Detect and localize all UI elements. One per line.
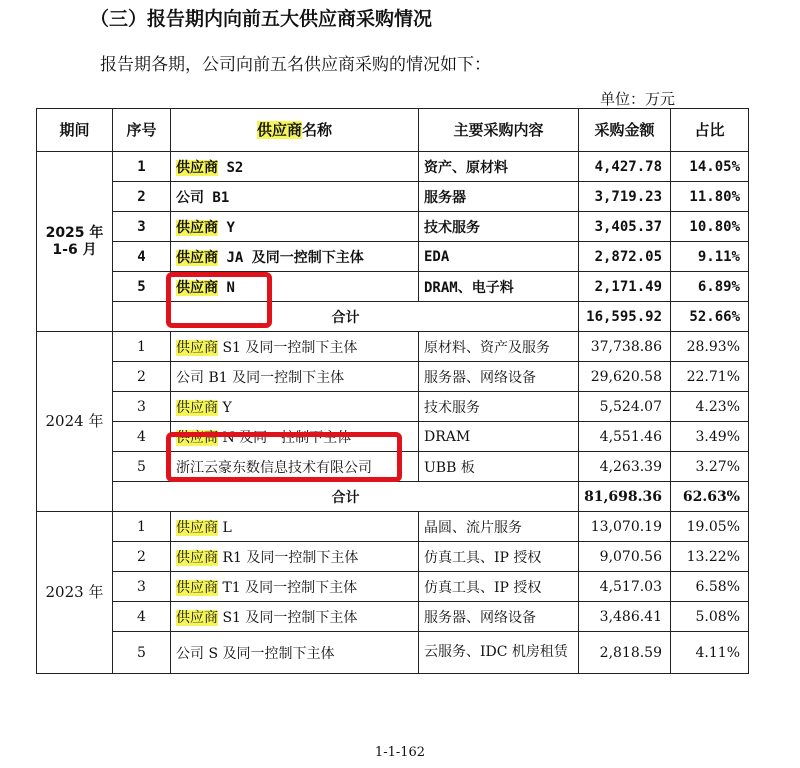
seq-cell: 2 [113, 182, 171, 212]
supplier-name-cell [171, 632, 419, 674]
supplier-name-cell [171, 332, 419, 362]
purchase-content-cell: DRAM [419, 422, 579, 452]
amount-cell: 4,427.78 [579, 152, 671, 182]
ratio-cell: 19.05% [671, 512, 749, 542]
supplier-highlight: 供应商 [176, 159, 218, 176]
amount-cell: 4,263.39 [579, 452, 671, 482]
table-row [37, 212, 749, 242]
header-amount: 采购金额 [579, 109, 671, 152]
seq-cell: 4 [113, 602, 171, 632]
purchase-content-cell: 服务器、网络设备 [419, 362, 579, 392]
amount-cell: 4,517.03 [579, 572, 671, 602]
purchase-content-cell: 技术服务 [419, 212, 579, 242]
supplier-name-cell [171, 392, 419, 422]
period-cell: 2024 年 [37, 332, 113, 512]
purchase-content-cell: 晶圆、流片服务 [419, 512, 579, 542]
header-period: 期间 [37, 109, 113, 152]
supplier-table [36, 108, 749, 674]
amount-cell: 4,551.46 [579, 422, 671, 452]
period-cell: 2025 年 1-6 月 [37, 152, 113, 332]
purchase-content-cell: UBB 板 [419, 452, 579, 482]
seq-cell: 1 [113, 152, 171, 182]
supplier-name-cell [171, 182, 419, 212]
amount-cell: 3,719.23 [579, 182, 671, 212]
purchase-content-cell: 仿真工具、IP 授权 [419, 572, 579, 602]
total-amount: 81,698.36 [579, 482, 671, 512]
amount-cell: 2,872.05 [579, 242, 671, 272]
supplier-highlight: 供应商 [176, 399, 218, 416]
table-header-row [37, 109, 749, 152]
seq-cell: 5 [113, 632, 171, 674]
supplier-name: L [222, 519, 232, 536]
supplier-highlight: 供应商 [176, 579, 218, 596]
supplier-name: S1 及同一控制下主体 [222, 339, 358, 356]
supplier-name: 公司 B1 及同一控制下主体 [176, 369, 345, 386]
supplier-name: Y [222, 399, 232, 416]
seq-cell: 3 [113, 212, 171, 242]
amount-cell: 5,524.07 [579, 392, 671, 422]
period-group [37, 152, 749, 332]
seq-cell: 3 [113, 572, 171, 602]
supplier-name-cell [171, 362, 419, 392]
total-row [37, 482, 749, 512]
purchase-content-cell: 资产、原材料 [419, 152, 579, 182]
table-row [37, 572, 749, 602]
total-amount: 16,595.92 [579, 302, 671, 332]
purchase-content-cell: 原材料、资产及服务 [419, 332, 579, 362]
ratio-cell: 3.49% [671, 422, 749, 452]
supplier-name: 公司 B1 [176, 189, 230, 206]
seq-cell: 2 [113, 362, 171, 392]
table-row [37, 242, 749, 272]
supplier-highlight: 供应商 [176, 219, 218, 236]
purchase-content-cell: EDA [419, 242, 579, 272]
purchase-content-cell: 服务器 [419, 182, 579, 212]
table-row [37, 332, 749, 362]
supplier-name: R1 及同一控制下主体 [222, 549, 359, 566]
ratio-cell: 5.08% [671, 602, 749, 632]
supplier-name-cell [171, 242, 419, 272]
seq-cell: 5 [113, 272, 171, 302]
supplier-name: S1 及同一控制下主体 [222, 609, 358, 626]
period-group [37, 512, 749, 674]
ratio-cell: 6.89% [671, 272, 749, 302]
total-label: 合计 [113, 302, 579, 332]
supplier-highlight: 供应商 [176, 519, 218, 536]
header-seq: 序号 [113, 109, 171, 152]
purchase-content-cell: 服务器、网络设备 [419, 602, 579, 632]
purchase-content-cell: 云服务、IDC 机房租赁 [419, 632, 579, 674]
unit-label: 单位：万元 [600, 90, 676, 108]
header-supplier-highlight: 供应商 [256, 121, 302, 139]
supplier-highlight: 供应商 [176, 279, 218, 296]
amount-cell: 9,070.56 [579, 542, 671, 572]
ratio-cell: 4.23% [671, 392, 749, 422]
intro-text: 报告期各期，公司向前五名供应商采购的情况如下： [100, 55, 491, 75]
supplier-name-cell [171, 512, 419, 542]
amount-cell: 3,405.37 [579, 212, 671, 242]
table-row [37, 632, 749, 674]
supplier-name-cell [171, 542, 419, 572]
table-row [37, 272, 749, 302]
ratio-cell: 4.11% [671, 632, 749, 674]
ratio-cell: 3.27% [671, 452, 749, 482]
ratio-cell: 13.22% [671, 542, 749, 572]
annotation-box-2024-supplier-n [166, 429, 402, 482]
supplier-highlight: 供应商 [176, 549, 218, 566]
supplier-name: JA 及同一控制下主体 [226, 249, 364, 266]
table-row [37, 152, 749, 182]
header-content: 主要采购内容 [419, 109, 579, 152]
ratio-cell: 9.11% [671, 242, 749, 272]
supplier-highlight: 供应商 [176, 609, 218, 626]
ratio-cell: 28.93% [671, 332, 749, 362]
purchase-content-cell: 仿真工具、IP 授权 [419, 542, 579, 572]
supplier-name: 浙江云豪东数信息技术有限公司 [176, 459, 372, 476]
ratio-cell: 14.05% [671, 152, 749, 182]
total-row [37, 302, 749, 332]
ratio-cell: 11.80% [671, 182, 749, 212]
amount-cell: 37,738.86 [579, 332, 671, 362]
table-row [37, 602, 749, 632]
total-label: 合计 [113, 482, 579, 512]
header-supplier [171, 109, 419, 152]
purchase-content-cell: 技术服务 [419, 392, 579, 422]
purchase-content-cell: DRAM、电子料 [419, 272, 579, 302]
ratio-cell: 10.80% [671, 212, 749, 242]
table-row [37, 362, 749, 392]
supplier-name: S2 [226, 159, 244, 176]
ratio-cell: 6.58% [671, 572, 749, 602]
seq-cell: 1 [113, 332, 171, 362]
seq-cell: 2 [113, 542, 171, 572]
supplier-highlight: 供应商 [176, 249, 218, 266]
section-title: （三）报告期内向前五大供应商采购情况 [90, 8, 433, 30]
period-group [37, 332, 749, 512]
seq-cell: 1 [113, 512, 171, 542]
period-cell: 2023 年 [37, 512, 113, 674]
supplier-highlight: 供应商 [176, 429, 218, 446]
amount-cell: 2,171.49 [579, 272, 671, 302]
amount-cell: 2,818.59 [579, 632, 671, 674]
supplier-highlight: 供应商 [176, 339, 218, 356]
total-ratio: 52.66% [671, 302, 749, 332]
table-row [37, 542, 749, 572]
supplier-name: N 及同一控制下主体 [222, 429, 352, 446]
supplier-name-cell [171, 602, 419, 632]
page-number: 1-1-162 [374, 745, 426, 760]
supplier-name-cell [171, 572, 419, 602]
header-ratio: 占比 [671, 109, 749, 152]
supplier-name: T1 及同一控制下主体 [222, 579, 358, 596]
header-supplier-rest: 名称 [302, 121, 333, 139]
ratio-cell: 22.71% [671, 362, 749, 392]
supplier-name-cell [171, 152, 419, 182]
seq-cell: 4 [113, 422, 171, 452]
table-row [37, 182, 749, 212]
amount-cell: 13,070.19 [579, 512, 671, 542]
supplier-name: Y [226, 219, 235, 236]
seq-cell: 5 [113, 452, 171, 482]
amount-cell: 3,486.41 [579, 602, 671, 632]
amount-cell: 29,620.58 [579, 362, 671, 392]
supplier-name: N [226, 279, 235, 296]
supplier-name: 公司 S 及同一控制下主体 [176, 645, 335, 662]
supplier-name-cell [171, 212, 419, 242]
total-ratio: 62.63% [671, 482, 749, 512]
seq-cell: 4 [113, 242, 171, 272]
annotation-box-2025-supplier-n [166, 272, 272, 328]
table-row [37, 392, 749, 422]
table-row [37, 512, 749, 542]
seq-cell: 3 [113, 392, 171, 422]
